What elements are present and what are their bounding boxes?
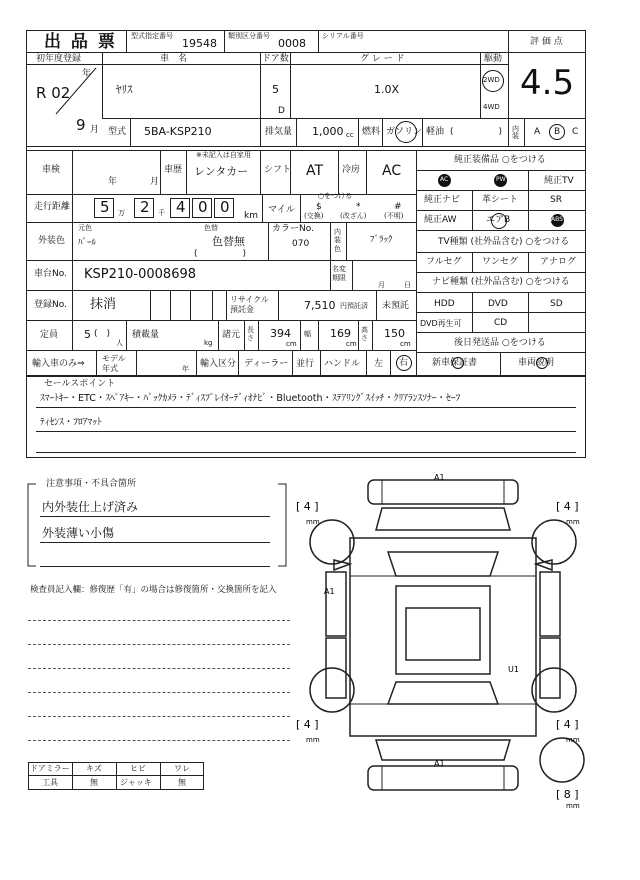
later-manual: 車両説明 bbox=[518, 358, 555, 368]
original-color-value: ﾊﾟｰﾙ bbox=[78, 238, 97, 248]
ac-value: AC bbox=[382, 163, 402, 179]
tread-spare: [ 8 ] bbox=[556, 788, 579, 801]
displacement-value: 1,000 bbox=[312, 125, 344, 138]
navi-hdd: HDD bbox=[434, 299, 455, 309]
car-name-value: ﾔﾘｽ bbox=[116, 83, 133, 96]
equip-aw: 純正AW bbox=[424, 215, 457, 225]
import-label: 輸入車のみ⇒ bbox=[32, 359, 85, 369]
interior-color-value: ﾌﾞﾗｯｸ bbox=[370, 235, 393, 245]
height-label: 高さ bbox=[361, 326, 368, 343]
mark-left-door: A1 bbox=[324, 587, 335, 596]
handle-right: 右 bbox=[399, 358, 409, 368]
length-cm: cm bbox=[286, 340, 297, 348]
drive-2wd: 2WD bbox=[483, 76, 500, 84]
registration-month: 9 bbox=[76, 116, 86, 134]
tamper-mark: * bbox=[356, 202, 361, 212]
door-type: D bbox=[278, 106, 285, 116]
tread-front-right: [ 4 ] bbox=[556, 500, 579, 513]
inspection-year: 年 bbox=[108, 177, 118, 187]
dealer-label: ディーラー bbox=[244, 359, 289, 369]
model-value: 5BA-KSP210 bbox=[144, 125, 212, 138]
name-change-day: 日 bbox=[404, 281, 411, 289]
tv-oneseg: ワンセグ bbox=[482, 257, 519, 267]
color-change-label: 色替 bbox=[204, 224, 218, 232]
height-cm: cm bbox=[400, 340, 411, 348]
mark-rear-bumper: A1 bbox=[434, 759, 445, 768]
equip-tv: 純正TV bbox=[544, 176, 574, 186]
parallel-label: 並行 bbox=[296, 359, 315, 369]
category-value: 0008 bbox=[278, 37, 306, 50]
car-name-label: 車 名 bbox=[160, 54, 188, 64]
notes-bracket bbox=[26, 479, 288, 568]
fuel-label: 燃料 bbox=[362, 127, 381, 137]
legend-value-none2: 無 bbox=[178, 778, 186, 787]
load-kg: kg bbox=[204, 339, 213, 347]
displacement-label: 排気量 bbox=[265, 127, 293, 137]
sales-points-line2: ﾃｨｾﾝｽ・ﾌﾛｱﾏｯﾄ bbox=[40, 417, 102, 428]
shift-label: シフト bbox=[264, 165, 292, 175]
tv-analog: アナログ bbox=[540, 257, 577, 267]
color-change-value: 色替無 bbox=[212, 235, 245, 248]
equip-navi: 純正ナビ bbox=[424, 195, 461, 205]
color-paren: ( ) bbox=[194, 249, 247, 259]
legend-header-mirror: ドアミラー bbox=[30, 764, 70, 773]
inspector-note: 検査員記入欄：修復歴「有」の場合は修復箇所・交換箇所を記入 bbox=[30, 585, 277, 595]
interior-color-label: 内装色 bbox=[334, 228, 341, 253]
car-diagram bbox=[290, 468, 600, 808]
mileage-digit-2: 2 bbox=[140, 198, 150, 216]
equip-sr: SR bbox=[550, 195, 562, 205]
recycle-label: リサイクル預託金 bbox=[230, 295, 269, 315]
original-color-label: 元色 bbox=[78, 224, 92, 232]
recycle-none: 未預託 bbox=[382, 301, 410, 311]
legend-header-break: ワレ bbox=[174, 764, 190, 773]
model-label: 型式 bbox=[108, 127, 127, 137]
drive-4wd: 4WD bbox=[483, 103, 500, 111]
mileage-sen: 千 bbox=[158, 209, 165, 217]
diesel-paren: ( ) bbox=[450, 127, 503, 137]
registration-era: R 02 bbox=[36, 84, 71, 102]
length-label: 長さ bbox=[247, 326, 254, 343]
fuel-gasoline: ガソリン bbox=[386, 127, 423, 137]
mileage-label: 走行距離 bbox=[34, 202, 71, 212]
shift-value: AT bbox=[306, 163, 324, 179]
legend-header-crack: ヒビ bbox=[130, 764, 146, 773]
svg-text:mm: mm bbox=[306, 736, 320, 744]
interior-grade-a: A bbox=[534, 127, 541, 137]
navi-sd: SD bbox=[550, 299, 563, 309]
tread-rear-right: [ 4 ] bbox=[556, 718, 579, 731]
interior-grade-label: 内装 bbox=[512, 125, 519, 140]
diesel-label: 軽油 bbox=[426, 127, 445, 137]
chassis-value: KSP210-0008698 bbox=[84, 267, 197, 282]
sales-points-line1: ｽﾏｰﾄｷｰ・ETC・ｽﾍﾟｱｷｰ・ﾊﾞｯｸｶﾒﾗ・ﾃﾞｨｽﾌﾟﾚｲｵｰﾃﾞｨｵﾅﾋﾞ・Bluetooth・ｽﾃｱﾘﾝｸﾞｽｲｯﾁ・ｸﾘｱﾗﾝｽｿﾅｰ・ｾｰﾌ bbox=[40, 393, 461, 404]
import-type-label: 輸入区分 bbox=[200, 359, 237, 369]
legend-value-tool: 工具 bbox=[42, 778, 58, 787]
exchange-label: (交換) bbox=[304, 212, 324, 220]
ac-label: 冷房 bbox=[342, 165, 361, 175]
width-value: 169 bbox=[330, 327, 351, 340]
inspection-month: 月 bbox=[150, 177, 160, 187]
svg-text:mm: mm bbox=[566, 518, 580, 526]
interior-grade-c: C bbox=[572, 127, 579, 137]
equip-ac: AC bbox=[440, 176, 449, 183]
history-label: 車歴 bbox=[164, 165, 183, 175]
svg-text:mm: mm bbox=[566, 736, 580, 744]
name-change-label: 名変期限 bbox=[332, 265, 346, 283]
model-year-unit: 年 bbox=[182, 365, 189, 373]
capacity-paren: ( ) bbox=[94, 329, 111, 339]
equip-abs: ABS bbox=[551, 216, 563, 223]
equip-leather: 革シート bbox=[482, 195, 519, 205]
handle-left: 左 bbox=[374, 359, 384, 369]
capacity-value: 5 bbox=[84, 328, 91, 341]
type-spec-value: 19548 bbox=[182, 37, 217, 50]
mileage-man: 万 bbox=[118, 209, 125, 217]
sales-points-label: セールスポイント bbox=[44, 379, 116, 389]
navi-dvd: DVD bbox=[488, 299, 508, 309]
height-value: 150 bbox=[384, 327, 405, 340]
chassis-label: 車台No. bbox=[34, 269, 67, 279]
capacity-label: 定員 bbox=[40, 330, 59, 340]
mileage-mark-label: ○をつける bbox=[318, 192, 353, 200]
inspection-label: 車検 bbox=[42, 165, 61, 175]
exterior-color-label: 外装色 bbox=[38, 236, 66, 246]
svg-text:mm: mm bbox=[306, 518, 320, 526]
first-registration-label: 初年度登録 bbox=[36, 54, 82, 64]
evaluation-score: 4.5 bbox=[520, 63, 575, 103]
tread-rear-left: [ 4 ] bbox=[296, 718, 319, 731]
svg-text:mm: mm bbox=[566, 802, 580, 808]
grade-label: グ レ ー ド bbox=[360, 54, 405, 64]
later-title: 後日発送品 ○をつける bbox=[454, 338, 546, 348]
history-note: ※未記入は自家用 bbox=[196, 151, 251, 159]
registration-year-unit: 年 bbox=[82, 69, 92, 79]
category-label: 類別区分番号 bbox=[228, 32, 270, 40]
type-spec-label: 型式指定番号 bbox=[131, 32, 173, 40]
color-no-label: カラーNo. bbox=[272, 224, 314, 234]
unknown-mark: # bbox=[394, 202, 402, 212]
width-label: 幅 bbox=[304, 330, 311, 338]
width-cm: cm bbox=[346, 340, 357, 348]
legend-header-scratch: キズ bbox=[86, 764, 102, 773]
registration-no-label: 登録No. bbox=[34, 300, 67, 310]
tread-front-left: [ 4 ] bbox=[296, 500, 319, 513]
dims-label: 諸元 bbox=[222, 330, 241, 340]
grade-value: 1.0X bbox=[374, 83, 400, 96]
tamper-label: (改ざん) bbox=[340, 212, 367, 220]
equip-pw: PW bbox=[496, 176, 506, 183]
tv-fullseg: フルセグ bbox=[426, 257, 462, 267]
navi-dvd-play: DVD再生可 bbox=[420, 319, 462, 328]
score-label: 評 価 点 bbox=[530, 37, 563, 47]
tv-title: TV種類 (社外品含む) ○をつける bbox=[438, 237, 570, 247]
color-no-value: 070 bbox=[292, 239, 310, 249]
notes-line1: 内外装仕上げ済み bbox=[42, 500, 139, 514]
equipment-title: 純正装備品 ○をつける bbox=[454, 155, 546, 165]
registration-no-value: 抹消 bbox=[90, 297, 117, 312]
form-title: 出 品 票 bbox=[44, 32, 117, 52]
mileage-digit-3: 4 bbox=[176, 198, 186, 216]
legend-value-jack: ジャッキ bbox=[120, 778, 152, 787]
registration-month-unit: 月 bbox=[90, 125, 100, 135]
legend-value-none1: 無 bbox=[90, 778, 98, 787]
equip-airbag: エアB bbox=[486, 215, 511, 225]
handle-label: ハンドル bbox=[324, 359, 361, 369]
exchange-mark: $ bbox=[316, 202, 322, 212]
model-year-label: モデル年式 bbox=[102, 354, 126, 373]
mark-right-rear: U1 bbox=[508, 665, 519, 674]
unknown-label: (不明) bbox=[384, 212, 404, 220]
navi-cd: CD bbox=[494, 318, 508, 328]
mileage-digit-4: 0 bbox=[198, 198, 208, 216]
history-value: レンタカー bbox=[194, 165, 249, 178]
recycle-status: 円預託済 bbox=[340, 302, 368, 310]
mark-front-bumper: A1 bbox=[434, 473, 445, 482]
mileage-digit-5: 0 bbox=[220, 198, 230, 216]
doors-label: ドア数 bbox=[262, 54, 289, 64]
mileage-digit-1: 5 bbox=[100, 198, 110, 216]
mileage-km: km bbox=[244, 211, 258, 221]
name-change-month: 月 bbox=[378, 281, 385, 289]
drive-label: 駆動 bbox=[484, 54, 503, 64]
notes-line2: 外装薄い小傷 bbox=[42, 526, 115, 540]
notes-label: 注意事項・不具合箇所 bbox=[46, 479, 137, 489]
recycle-value: 7,510 bbox=[304, 299, 336, 312]
load-label: 積載量 bbox=[132, 330, 160, 340]
later-warranty: 新車保証書 bbox=[432, 358, 478, 368]
navi-title: ナビ種類 (社外品含む) ○をつける bbox=[432, 277, 570, 287]
interior-grade-b: B bbox=[554, 127, 561, 137]
doors-value: 5 bbox=[272, 83, 279, 96]
capacity-person: 人 bbox=[116, 339, 123, 347]
displacement-unit: cc bbox=[346, 131, 354, 139]
mile-label: マイル bbox=[268, 205, 295, 215]
serial-label: シリアル番号 bbox=[322, 32, 364, 40]
length-value: 394 bbox=[270, 327, 291, 340]
